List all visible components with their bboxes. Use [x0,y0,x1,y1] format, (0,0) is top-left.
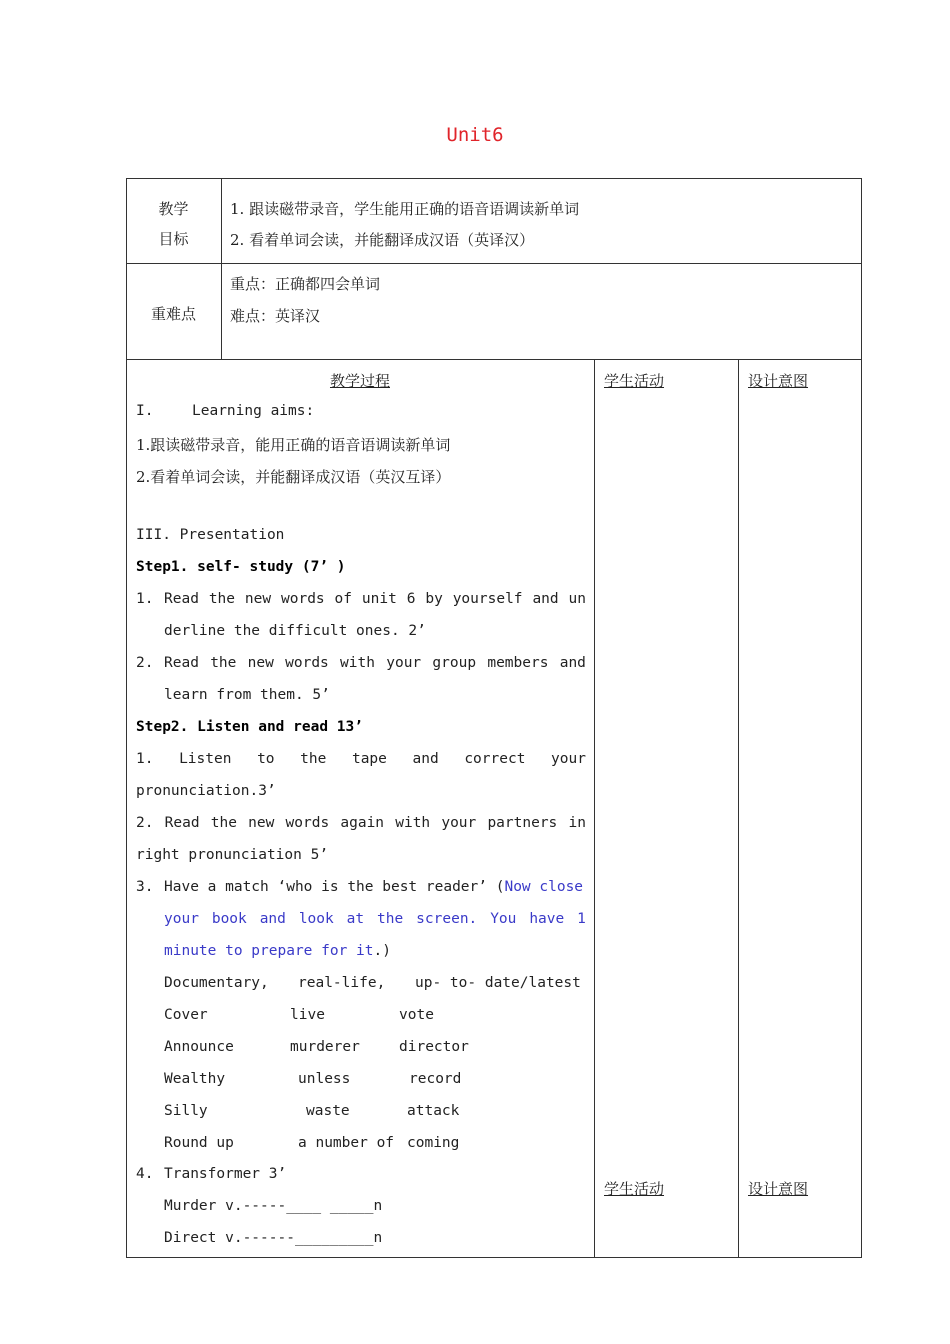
word: new [247,655,274,671]
word: at [346,911,365,927]
word: book [211,911,247,927]
word: your [386,655,422,671]
word: partners [487,815,558,831]
word: up- to- date/latest [415,975,581,991]
step1-item2-line2: learn from them. 5’ [164,687,330,703]
objective-1: 1. 跟读磁带录音，学生能用正确的语音语调读新单词 [230,200,580,218]
word: again [340,815,385,831]
word: in [568,815,586,831]
word: live [290,1007,325,1023]
match-instruction: Now close [504,879,584,895]
word: You [490,911,517,927]
word: Silly [164,1103,208,1119]
word: new [248,815,275,831]
header-design: 设计意图 [748,372,809,390]
step1-item2-line1 [164,655,586,671]
objective-2: 2. 看着单词会读，并能翻译成汉语（英译汉） [230,231,535,249]
header-student: 学生活动 [604,372,665,390]
word: coming [407,1135,460,1151]
aim-2: 2.看着单词会读，并能翻译成汉语（英汉互译） [136,468,451,486]
word: unless [298,1071,351,1087]
word: Round up [164,1135,234,1151]
word: members [487,655,549,671]
word: attack [407,1103,460,1119]
word: by [425,591,443,607]
keypoints-difficulty: 难点：英译汉 [230,307,321,325]
objectives-label [126,194,221,254]
step2-item3-line3 [164,943,391,959]
word: have [529,911,565,927]
word: un [568,591,586,607]
word: director [399,1039,469,1055]
word: your [551,751,586,767]
header-student-bottom: 学生活动 [604,1180,665,1198]
word: Wealthy [164,1071,226,1087]
word: tape [351,751,387,767]
word: screen. [416,911,478,927]
presentation-heading: III. Presentation [136,527,285,543]
word: record [409,1071,462,1087]
process-divider-1 [594,359,595,1258]
keypoints-label: 重难点 [150,305,196,323]
aim-1: 1.跟读磁带录音，能用正确的语音语调读新单词 [136,436,451,454]
word: look [298,911,334,927]
word: with [340,655,375,671]
match-close: .) [373,943,391,959]
word: Documentary, [164,975,269,991]
word: the [377,911,404,927]
step2-item1-line2: pronunciation.3’ [136,783,276,799]
step2-item1-line1 [136,751,586,767]
step1-item2-num: 2. [136,655,154,671]
word: the [210,815,237,831]
word: and [559,655,586,671]
word: words [285,655,329,671]
word: a number of [298,1135,395,1151]
word: real-life, [298,975,386,991]
step2-item4-text: Transformer 3’ [164,1166,287,1182]
page-title: Unit6 [446,124,504,146]
transform-1: Murder v.-----____ _____n [164,1198,383,1214]
step2-item3-num: 3. [136,879,154,895]
match-text: Have a match ‘who is the best reader’ ( [164,879,505,895]
aims-heading-num: I. [136,403,154,419]
transform-2: Direct v.------_________n [164,1230,383,1246]
word: the [208,591,236,607]
step2-item3-line1 [164,879,586,895]
header-design-bottom: 设计意图 [748,1180,809,1198]
word: group [432,655,477,671]
step1-item1-num: 1. [136,591,154,607]
step1-item1-line2: derline the difficult ones. 2’ [164,623,426,639]
word: 1. [136,751,154,767]
word: Read [164,591,199,607]
objectives-label-line1: 教学 [158,200,189,218]
word: words [285,815,330,831]
step1-item1-line1 [164,591,586,607]
word: new [244,591,272,607]
match-instruction-end: minute to prepare for it [164,943,374,959]
word: and [412,751,439,767]
word: Cover [164,1007,208,1023]
step2-item4-num: 4. [136,1166,154,1182]
step2-item3-line2 [164,911,586,927]
word: and [532,591,559,607]
word: murderer [290,1039,360,1055]
keypoints-focus: 重点：正确都四会单词 [230,275,381,293]
word: Read [164,655,199,671]
aims-heading: Learning aims: [192,403,315,419]
word: Announce [164,1039,234,1055]
word: of [334,591,353,607]
step1-heading: Step1. self- study (7’ ) [136,559,346,575]
word: Listen [179,751,232,767]
step2-item2-line2: right pronunciation 5’ [136,847,329,863]
word: with [395,815,431,831]
word: words [281,591,325,607]
step2-item2-line1 [136,815,586,831]
word: 6 [406,591,416,607]
word: 2. [136,815,154,831]
word: correct [464,751,526,767]
word: Read [164,815,200,831]
word: yourself [452,591,523,607]
word: vote [399,1007,434,1023]
word: unit [361,591,397,607]
step2-heading: Step2. Listen and read 13’ [136,719,363,735]
word: your [164,911,199,927]
word: your [441,815,477,831]
word: the [300,751,327,767]
header-process: 教学过程 [329,372,390,390]
objectives-label-line2: 目标 [158,230,189,248]
word: waste [306,1103,350,1119]
word: to [257,751,275,767]
word: the [210,655,237,671]
word: 1 [577,911,586,927]
process-table [126,359,862,1258]
word: and [259,911,286,927]
objectives-row [126,178,862,264]
process-divider-2 [738,359,739,1258]
